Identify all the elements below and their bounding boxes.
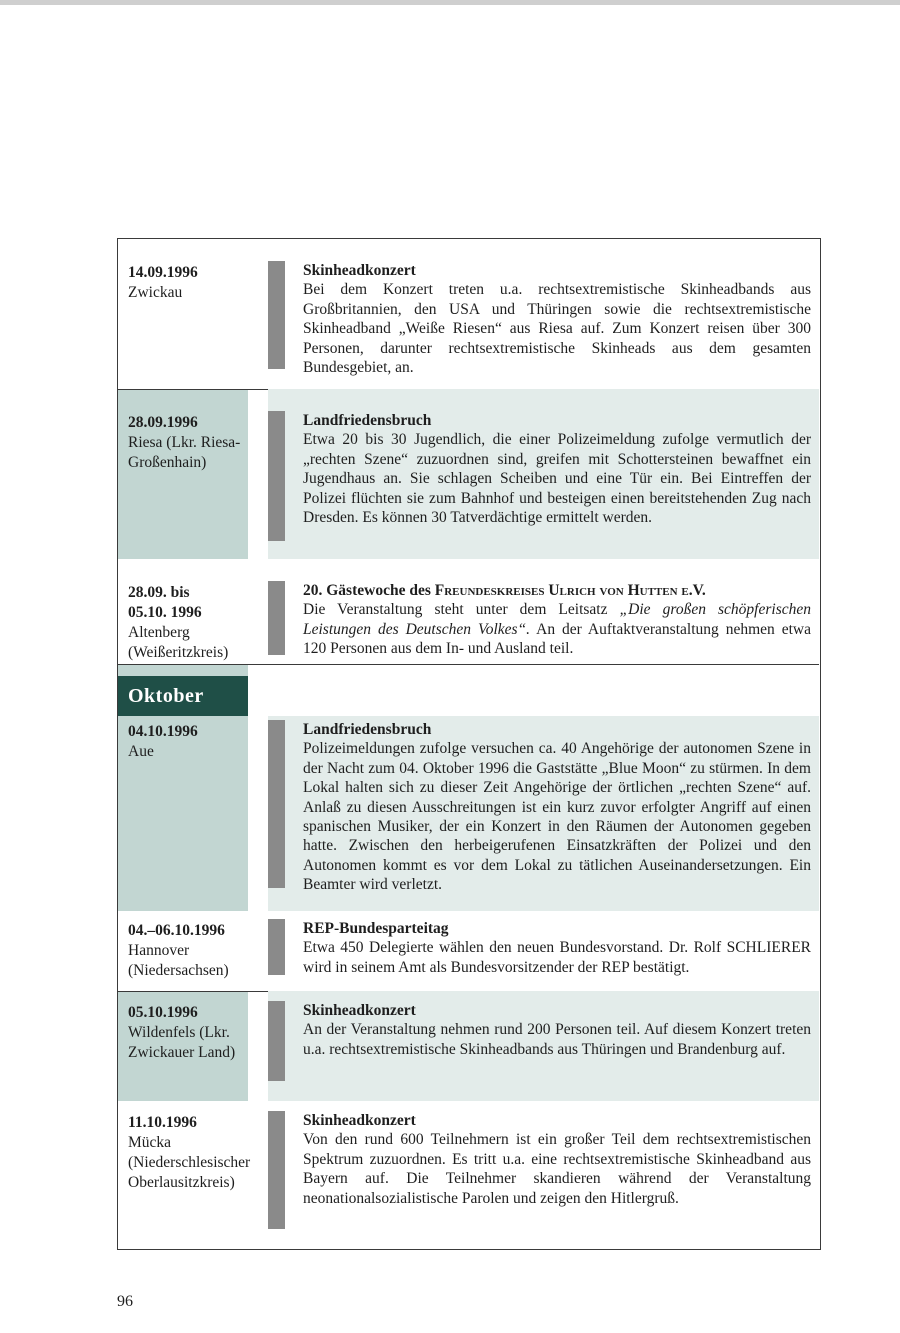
entry-body: Etwa 450 Delegierte wählen den neuen Bundesvorstand. Dr. Rolf SCHLIERER wird in seinem Amt als Bundesvorsitzender der REP bestätigt. [303,939,811,976]
entry-body: Etwa 20 bis 30 Jugendlich, die einer Polizeimeldung zufolge vermutlich der „rechten Szene“ zuzuordnen sind, greifen mit Schottersteinen bewaffnet ein Jugendhaus an. Sie schlagen Scheiben und eine Tür ein. Bei Eintreffen der Polizei flüchten sie zum Bahnhof und besteigen einen bereitstehenden Zug nach Dresden. Es können 30 Tatverdächtige ermittelt werden. [303,431,811,527]
entry-date: 28.09. bis 05.10. 1996 [128,584,202,621]
entry-marker-bar [268,581,285,655]
entry-date-block [128,1113,251,1193]
entry-date: 04.10.1996 [128,723,198,740]
entry-body: An der Veranstaltung nehmen rund 200 Personen teil. Auf diesem Konzert treten u.a. rechtsextremistische Skinheadbands aus Thüringen und Brandenburg auf. [303,1021,811,1058]
entry-date: 04.–06.10.1996 [128,922,225,939]
entry-title-organization: Freundeskreises Ulrich von Hutten e.V. [434,582,706,599]
entry-row [118,239,819,390]
entry-row [118,389,819,560]
entry-marker-bar [268,1001,285,1081]
entry-text [303,720,811,895]
entry-date-block [128,1003,246,1063]
entry-body-quote: „Die großen schöpferischen Leistungen des Deutschen Volkes“. [303,601,811,638]
entry-title: Skinheadkonzert [303,262,416,279]
entry-body [303,600,811,658]
entry-date-block [128,263,246,303]
entry-place: Wildenfels (Lkr. Zwickauer Land) [128,1024,236,1061]
page-number: 96 [117,1293,133,1310]
entry-place: Riesa (Lkr. Riesa-Großenhain) [128,434,241,471]
entry-text [303,411,811,527]
entry-place: Hannover (Niedersachsen) [128,942,229,979]
chronology-table [117,238,821,1250]
entry-row [118,991,819,1102]
entry-text [303,261,811,377]
entry-date: 14.09.1996 [128,264,198,281]
entry-body-post: An der Auftaktveranstaltung nehmen etwa 120 Personen aus dem In- und Ausland teil. [303,620,811,658]
entry-title: Landfriedensbruch [303,721,432,738]
entry-text [303,581,811,659]
entry-date: 28.09.1996 [128,414,198,431]
entry-place: Altenberg (Weißeritzkreis) [128,624,229,661]
entry-marker-bar [268,261,285,369]
entry-title: REP-Bundesparteitag [303,920,449,937]
entry-text [303,1001,811,1059]
entry-date-block [128,722,246,762]
entry-date: 05.10.1996 [128,1004,198,1021]
entry-date-block [128,921,246,981]
entry-row [118,911,819,992]
entry-title: Skinheadkonzert [303,1112,416,1129]
entry-date-block [128,583,246,663]
entry-title: Landfriedensbruch [303,412,432,429]
entry-row [118,559,819,665]
entry-title-prefix: 20. Gästewoche des [303,582,431,599]
entry-marker-bar [268,919,285,975]
entry-title [303,581,811,600]
entry-marker-bar [268,411,285,541]
entry-body-pre: Die Veranstaltung steht unter dem Leitsatz [303,601,608,619]
entry-text [303,919,811,977]
entry-marker-bar [268,1111,285,1229]
entry-date: 11.10.1996 [128,1114,197,1131]
entry-row [118,1101,819,1249]
entry-body: Bei dem Konzert treten u.a. rechtsextremistische Skinheadbands aus Großbritannien, den USA und Thüringen sowie die rechtsextremistische Skinheadband „Weiße Riesen“ aus Riesa auf. Zum Konzert reisen über 300 Personen, darunter rechtsextremistische Skinheads aus dem gesamten Bundesgebiet, an. [303,281,811,377]
entry-body: Von den rund 600 Teilnehmern ist ein großer Teil dem rechtsextremistischen Spektrum zuzuordnen. Es tritt u.a. eine rechtsextremistische Skinheadband aus Bayern auf. Die Teilnehmer skandieren während der Veranstaltung neonationalsozialistische Parolen und zeigen den Hitlergruß. [303,1131,811,1207]
entry-place: Mücka (Niederschlesischer Oberlausitzkreis) [128,1134,251,1191]
entry-body: Polizeimeldungen zufolge versuchen ca. 40 Angehörige der autonomen Szene in der Nacht zum 04. Oktober 1996 die Gaststätte „Blue Moon“ zu stürmen. In dem Lokal halten sich zu dieser Zeit Angehörige der örtlichen „rechten Szene“ auf. Anlaß zu diesen Ausschreitungen ist ein kurz zuvor erfolgter Angriff auf einen spanischen Musiker, der ein Konzert in den Räumen der Autonomen gegeben hatte. Zwischen den herbeigerufenen Einsatzkräften der Polizei und den Autonomen kommt es vor dem Lokal zu tätlichen Auseinandersetzungen. Ein Beamter wird verletzt. [303,740,811,894]
entry-place: Zwickau [128,284,183,301]
entry-title: Skinheadkonzert [303,1002,416,1019]
month-header: Oktober [118,676,248,716]
entry-date-block [128,413,246,473]
entry-text [303,1111,811,1208]
entry-marker-bar [268,720,285,888]
top-rule [0,0,900,5]
entry-place: Aue [128,743,154,760]
entry-row [118,716,819,912]
